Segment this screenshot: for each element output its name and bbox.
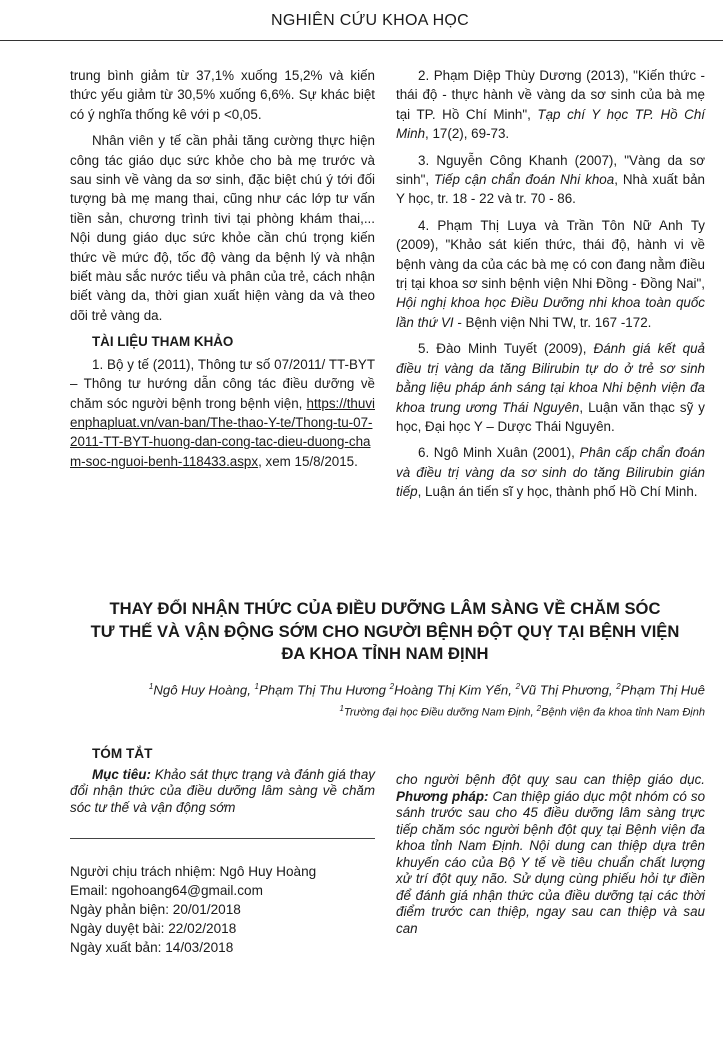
reference-text: - Bệnh viện Nhi TW, tr. 167 -172.	[453, 314, 652, 330]
reference-source: Tạp chí Y học TP. Hồ Chí Minh	[396, 106, 706, 142]
reference-text: , Luận án tiến sĩ y học, thành phố Hồ Chí Minh.	[417, 484, 698, 500]
summary-left	[70, 746, 375, 823]
title-line: TƯ THẾ VÀ VẬN ĐỘNG SỚM CHO NGƯỜI BỆNH ĐỘT QUỴ TẠI BỆNH VIỆN	[90, 621, 680, 641]
reference-6	[396, 443, 705, 501]
method-text: Can thiệp giáo dục một nhóm có so sánh trước sau cho 45 điều dưỡng lâm sàng trực tiếp chăm sóc người bệnh đột quỵ tại Bệnh viện đa khoa tỉnh Nam Định. Nội dung can thiệp dựa trên khuyến cáo của Bộ Y tế về tiêu chuẩn chất lượng xử trí đột quỵ não. Sử dụng cùng phiếu hỏi tự điền để đánh giá nhận thức của điều dưỡng tại các thời điểm trước can thiệp, ngay sau can thiệp và sau can	[396, 788, 706, 936]
author: Phạm Thị Thu Hương	[259, 682, 390, 698]
reference-text: 5. Đào Minh Tuyết (2009),	[418, 341, 594, 357]
correspondence-info	[70, 862, 316, 957]
reference-text: , 17(2), 69-73.	[425, 126, 510, 142]
summary-right	[396, 772, 705, 944]
author: Hoàng Thị Kim Yến,	[394, 682, 516, 698]
affiliation-mark: 2	[389, 682, 395, 691]
affiliation-mark: 2	[536, 704, 542, 713]
review-date: Ngày phản biện: 20/01/2018	[70, 902, 241, 917]
reference-text: , Nhà xuất bản Y học, tr. 18 - 22 và tr. 70 - 86.	[396, 172, 705, 207]
objective-text: Khảo sát thực trạng và đánh giá thay đổi nhận thức của điều dưỡng lâm sàng về chăm sóc tư thế và vận động sớm	[70, 766, 375, 815]
reference-4	[396, 216, 705, 332]
reference-text: 2. Phạm Diệp Thùy Dương (2013), "Kiến thức - thái độ - thực hành về vàng da sơ sinh của bà mẹ tại TP. Hồ Chí Minh",	[396, 68, 705, 122]
paragraph: trung bình giảm từ 37,1% xuống 15,2% và kiến thức yếu giảm từ 30,5% xuống 6,6%. Sự khác biệt có ý nghĩa thống kê với p <0,05.	[70, 68, 375, 122]
author: Vũ Thị Phương,	[520, 682, 617, 698]
reference-source: Tiếp cận chẩn đoán Nhi khoa	[434, 172, 615, 188]
objective-label: Mục tiêu:	[92, 766, 151, 782]
reference-text: , xem 15/8/2015.	[258, 453, 358, 469]
affiliation-mark: 2	[515, 682, 521, 691]
reference-text: 1. Bộ y tế (2011), Thông tư số 07/2011/ TT-BYT – Thông tư hướng dẫn công tác điều dưỡng về chăm sóc người bệnh trong bệnh viện,	[70, 356, 375, 411]
reference-link[interactable]: https://thuvienphapluat.vn/van-ban/The-thao-Y-te/Thong-tu-07-2011-TT-BYT-huong-dan-cong-tac-dieu-duong-cham-soc-nguoi-benh-118433.aspx	[70, 395, 375, 469]
author: Phạm Thị Huê	[620, 682, 705, 698]
affiliation-mark: 1	[339, 704, 344, 713]
summary-paragraph	[396, 772, 705, 937]
article-title	[60, 598, 710, 666]
affiliation-mark: 1	[148, 682, 154, 691]
paragraph: Nhân viên y tế cần phải tăng cường thực hiện công tác giáo dục sức khỏe cho bà mẹ trước và sau sinh về vàng da sơ sinh, đặc biệt chú ý tới đối tượng bà mẹ mang thai, cũng như các lớp tư vấn tiền sản, chương trình tivi tại phòng khám thai,... Nội dung giáo dục sức khỏe cần chú trọng kiến thức về mức độ, tốc độ vàng da bệnh lý và nhận biết màu sắc nước tiểu và phân của trẻ, cách nhận biết vàng da, thời gian xuất hiện vàng da và theo dõi trẻ vàng da.	[70, 133, 375, 323]
affiliation: Trường đại học Điều dưỡng Nam Định,	[343, 706, 537, 719]
title-line: ĐA KHOA TỈNH NAM ĐỊNH	[281, 644, 489, 663]
reference-text: 4. Phạm Thị Luya và Trần Tôn Nữ Anh Ty (2009), "Khảo sát kiến thức, thái độ, hành vi về bệnh vàng da của các bà mẹ có con đang nằm điều trị tại khoa sơ sinh bệnh viện Nhi Đồng - Đồng Nai",	[396, 217, 705, 292]
affiliation-mark: 1	[254, 682, 259, 691]
title-line: THAY ĐỔI NHẬN THỨC CỦA ĐIỀU DƯỠNG LÂM SÀNG VỀ CHĂM SÓC	[109, 599, 661, 618]
footnote-rule	[70, 838, 375, 839]
affiliations	[339, 704, 705, 719]
reference-2	[396, 66, 705, 144]
email: Email: ngohoang64@gmail.com	[70, 883, 263, 898]
reference-source: Phân cấp chẩn đoán và điều trị vàng da sơ sinh do tăng Bilirubin gián tiếp	[396, 445, 705, 500]
reference-1	[70, 355, 375, 471]
reference-3	[396, 151, 705, 209]
references-heading: TÀI LIỆU THAM KHẢO	[92, 334, 234, 350]
running-header: NGHIÊN CỨU KHOA HỌC	[270, 12, 470, 29]
left-column	[70, 66, 375, 478]
publication-date: Ngày xuất bản: 14/03/2018	[70, 940, 234, 955]
summary-heading: TÓM TẮT	[92, 746, 153, 761]
reference-text: 3. Nguyễn Công Khanh (2007), "Vàng da sơ sinh",	[396, 152, 705, 188]
header-rule	[0, 40, 723, 41]
reference-text: , Luận văn thạc sỹ y học, Đại học Y – Dược Thái Nguyên.	[396, 399, 705, 434]
method-label: Phương pháp:	[396, 788, 489, 804]
reference-source: Đánh giá kết quả điều trị vàng da tăng Bilirubin tự do ở trẻ sơ sinh bằng liệu pháp ánh sáng tại khoa Nhi bệnh viện đa khoa trung ương Thái Nguyên	[396, 341, 705, 415]
reference-5	[396, 339, 705, 436]
reference-text: 6. Ngô Minh Xuân (2001),	[418, 445, 580, 461]
objective-text: cho người bệnh đột quỵ sau can thiệp giáo dục.	[396, 772, 705, 787]
summary-paragraph	[70, 767, 375, 817]
affiliation-mark: 2	[616, 682, 621, 691]
right-column	[396, 66, 705, 509]
responsible-person: Người chịu trách nhiệm: Ngô Huy Hoàng	[70, 864, 317, 879]
author-list	[149, 682, 705, 697]
author: Ngô Huy Hoàng,	[153, 682, 255, 698]
reference-source: Hội nghị khoa học Điều Dưỡng nhi khoa toàn quốc lần thứ VI	[396, 295, 705, 330]
approval-date: Ngày duyệt bài: 22/02/2018	[70, 921, 237, 936]
affiliation: Bệnh viện đa khoa tỉnh Nam Định	[541, 706, 705, 719]
